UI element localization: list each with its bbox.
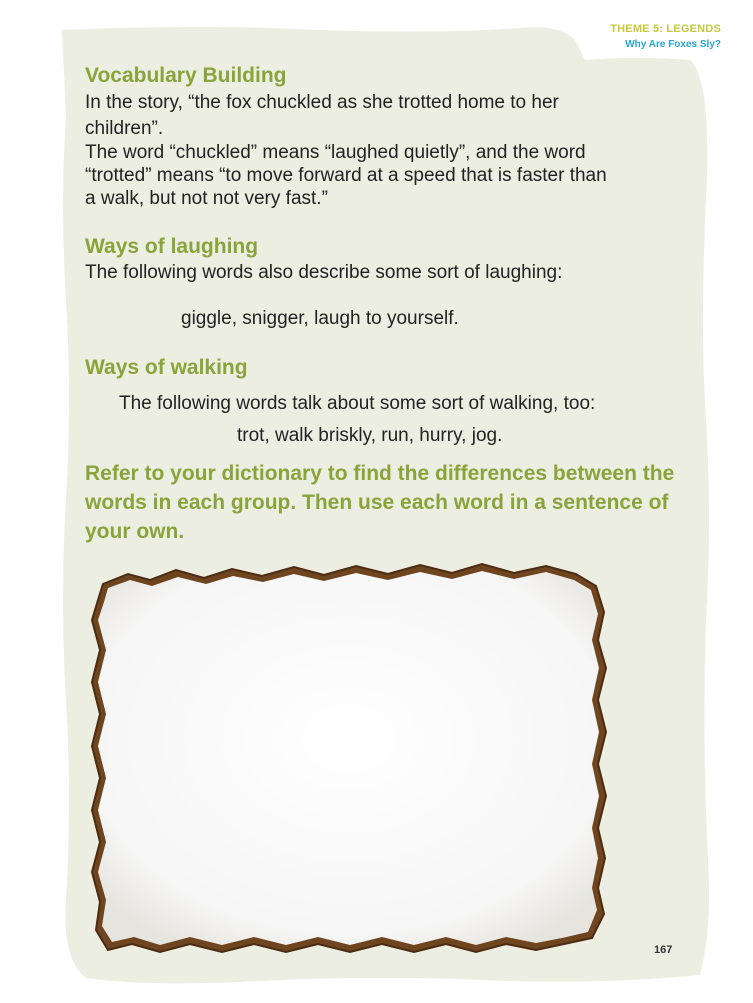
vocabulary-line-2: children”.: [85, 118, 164, 139]
page-number: 167: [654, 944, 673, 956]
laughing-heading: Ways of laughing: [85, 235, 259, 258]
vocabulary-line-1: In the story, “the fox chuckled as she trotted home to her: [85, 92, 559, 113]
instruction-line-2: words in each group. Then use each word in a sentence of: [85, 491, 669, 514]
walking-words: trot, walk briskly, run, hurry, jog.: [237, 425, 503, 446]
instruction-line-3: your own.: [85, 520, 185, 543]
laughing-words: giggle, snigger, laugh to yourself.: [181, 308, 459, 329]
vocabulary-line-3: The word “chuckled” means “laughed quietly”, and the word: [85, 142, 586, 163]
vocabulary-heading: Vocabulary Building: [85, 64, 287, 87]
burnt-paper-sheet: [98, 571, 599, 945]
instruction-line-1: Refer to your dictionary to find the differences between the: [85, 462, 675, 485]
vocabulary-line-4: “trotted” means “to move forward at a speed that is faster than: [85, 165, 607, 186]
laughing-intro: The following words also describe some sort of laughing:: [85, 262, 563, 283]
walking-heading: Ways of walking: [85, 356, 248, 379]
theme-title: THEME 5: LEGENDS: [610, 23, 721, 35]
theme-subtitle: Why Are Foxes Sly?: [625, 39, 721, 50]
vocabulary-line-5: a walk, but not not very fast.”: [85, 188, 328, 209]
walking-intro: The following words talk about some sort of walking, too:: [119, 393, 596, 414]
